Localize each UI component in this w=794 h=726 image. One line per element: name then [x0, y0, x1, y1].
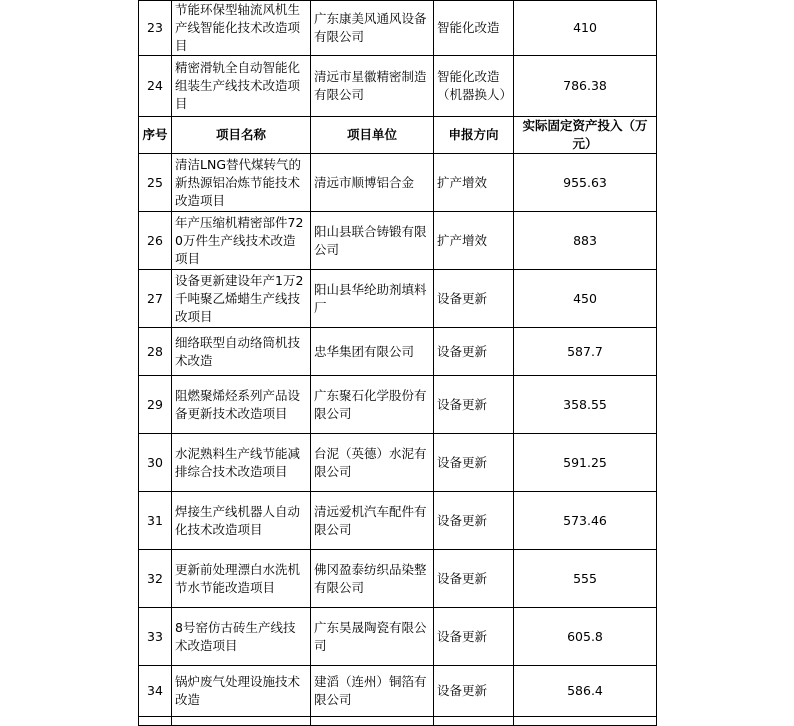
empty-cell: [434, 717, 514, 726]
project-unit: 清远市星徽精密制造有限公司: [311, 56, 434, 117]
project-unit: 阳山县联合铸锻有限公司: [311, 212, 434, 270]
header-unit: 项目单位: [311, 117, 434, 154]
project-name: 设备更新建设年产1万2千吨聚乙烯蜡生产线技改项目: [172, 270, 311, 328]
project-unit: 广东康美风通风设备有限公司: [311, 1, 434, 56]
header-name: 项目名称: [172, 117, 311, 154]
project-name: 细络联型自动络筒机技术改造: [172, 328, 311, 376]
row-number: 33: [139, 608, 172, 666]
table-row: [139, 608, 657, 666]
row-number: 24: [139, 56, 172, 117]
investment-value: 555: [514, 550, 657, 608]
table-row: [139, 492, 657, 550]
row-number: 30: [139, 434, 172, 492]
project-direction: 设备更新: [434, 550, 514, 608]
table-row: [139, 328, 657, 376]
empty-cell: [514, 717, 657, 726]
project-unit: 清远爱机汽车配件有限公司: [311, 492, 434, 550]
project-name: 精密滑轨全自动智能化组装生产线技术改造项目: [172, 56, 311, 117]
project-direction: 设备更新: [434, 270, 514, 328]
table-row: [139, 434, 657, 492]
project-unit: 佛冈盈泰纺织品染整有限公司: [311, 550, 434, 608]
project-direction: 设备更新: [434, 666, 514, 717]
table-row: [139, 1, 657, 56]
project-name: 年产压缩机精密部件720万件生产线技术改造项目: [172, 212, 311, 270]
empty-cell: [311, 717, 434, 726]
investment-value: 450: [514, 270, 657, 328]
row-number: 32: [139, 550, 172, 608]
header-no: 序号: [139, 117, 172, 154]
investment-value: 410: [514, 1, 657, 56]
header-direction: 申报方向: [434, 117, 514, 154]
project-unit: 广东昊晟陶瓷有限公司: [311, 608, 434, 666]
investment-value: 586.4: [514, 666, 657, 717]
table-row: [139, 270, 657, 328]
empty-cell: [139, 717, 172, 726]
investment-value: 573.46: [514, 492, 657, 550]
row-number: 34: [139, 666, 172, 717]
row-number: 28: [139, 328, 172, 376]
table-row-partial: [139, 717, 657, 726]
project-unit: 台泥（英德）水泥有限公司: [311, 434, 434, 492]
project-direction: 设备更新: [434, 492, 514, 550]
project-name: 更新前处理漂白水洗机节水节能改造项目: [172, 550, 311, 608]
investment-value: 358.55: [514, 376, 657, 434]
project-direction: 扩产增效: [434, 212, 514, 270]
project-direction: 设备更新: [434, 376, 514, 434]
project-name: 8号窑仿古砖生产线技术改造项目: [172, 608, 311, 666]
project-name: 水泥熟料生产线节能减排综合技术改造项目: [172, 434, 311, 492]
investment-value: 587.7: [514, 328, 657, 376]
table-row: [139, 376, 657, 434]
project-unit: 忠华集团有限公司: [311, 328, 434, 376]
project-unit: 阳山县华纶助剂填料厂: [311, 270, 434, 328]
project-unit: 建滔（连州）铜箔有限公司: [311, 666, 434, 717]
project-name: 焊接生产线机器人自动化技术改造项目: [172, 492, 311, 550]
row-number: 23: [139, 1, 172, 56]
project-name: 阻燃聚烯烃系列产品设备更新技术改造项目: [172, 376, 311, 434]
investment-value: 786.38: [514, 56, 657, 117]
table-row: [139, 154, 657, 212]
project-direction: 设备更新: [434, 608, 514, 666]
project-table: [138, 0, 657, 726]
table-row: [139, 666, 657, 717]
empty-cell: [172, 717, 311, 726]
investment-value: 591.25: [514, 434, 657, 492]
project-name: 清洁LNG替代煤转气的新热源铝冶炼节能技术改造项目: [172, 154, 311, 212]
table-row: [139, 56, 657, 117]
row-number: 29: [139, 376, 172, 434]
header-investment: 实际固定资产投入（万元）: [514, 117, 657, 154]
row-number: 25: [139, 154, 172, 212]
project-unit: 清远市顺博铝合金: [311, 154, 434, 212]
project-direction: 扩产增效: [434, 154, 514, 212]
project-unit: 广东聚石化学股份有限公司: [311, 376, 434, 434]
table-header-row: [139, 117, 657, 154]
project-name: 节能环保型轴流风机生产线智能化技术改造项目: [172, 1, 311, 56]
project-direction: 智能化改造（机器换人）: [434, 56, 514, 117]
table-row: [139, 550, 657, 608]
table-row: [139, 212, 657, 270]
project-name: 锅炉废气处理设施技术改造: [172, 666, 311, 717]
row-number: 27: [139, 270, 172, 328]
row-number: 26: [139, 212, 172, 270]
investment-value: 605.8: [514, 608, 657, 666]
project-direction: 智能化改造: [434, 1, 514, 56]
project-direction: 设备更新: [434, 434, 514, 492]
investment-value: 883: [514, 212, 657, 270]
investment-value: 955.63: [514, 154, 657, 212]
row-number: 31: [139, 492, 172, 550]
project-direction: 设备更新: [434, 328, 514, 376]
